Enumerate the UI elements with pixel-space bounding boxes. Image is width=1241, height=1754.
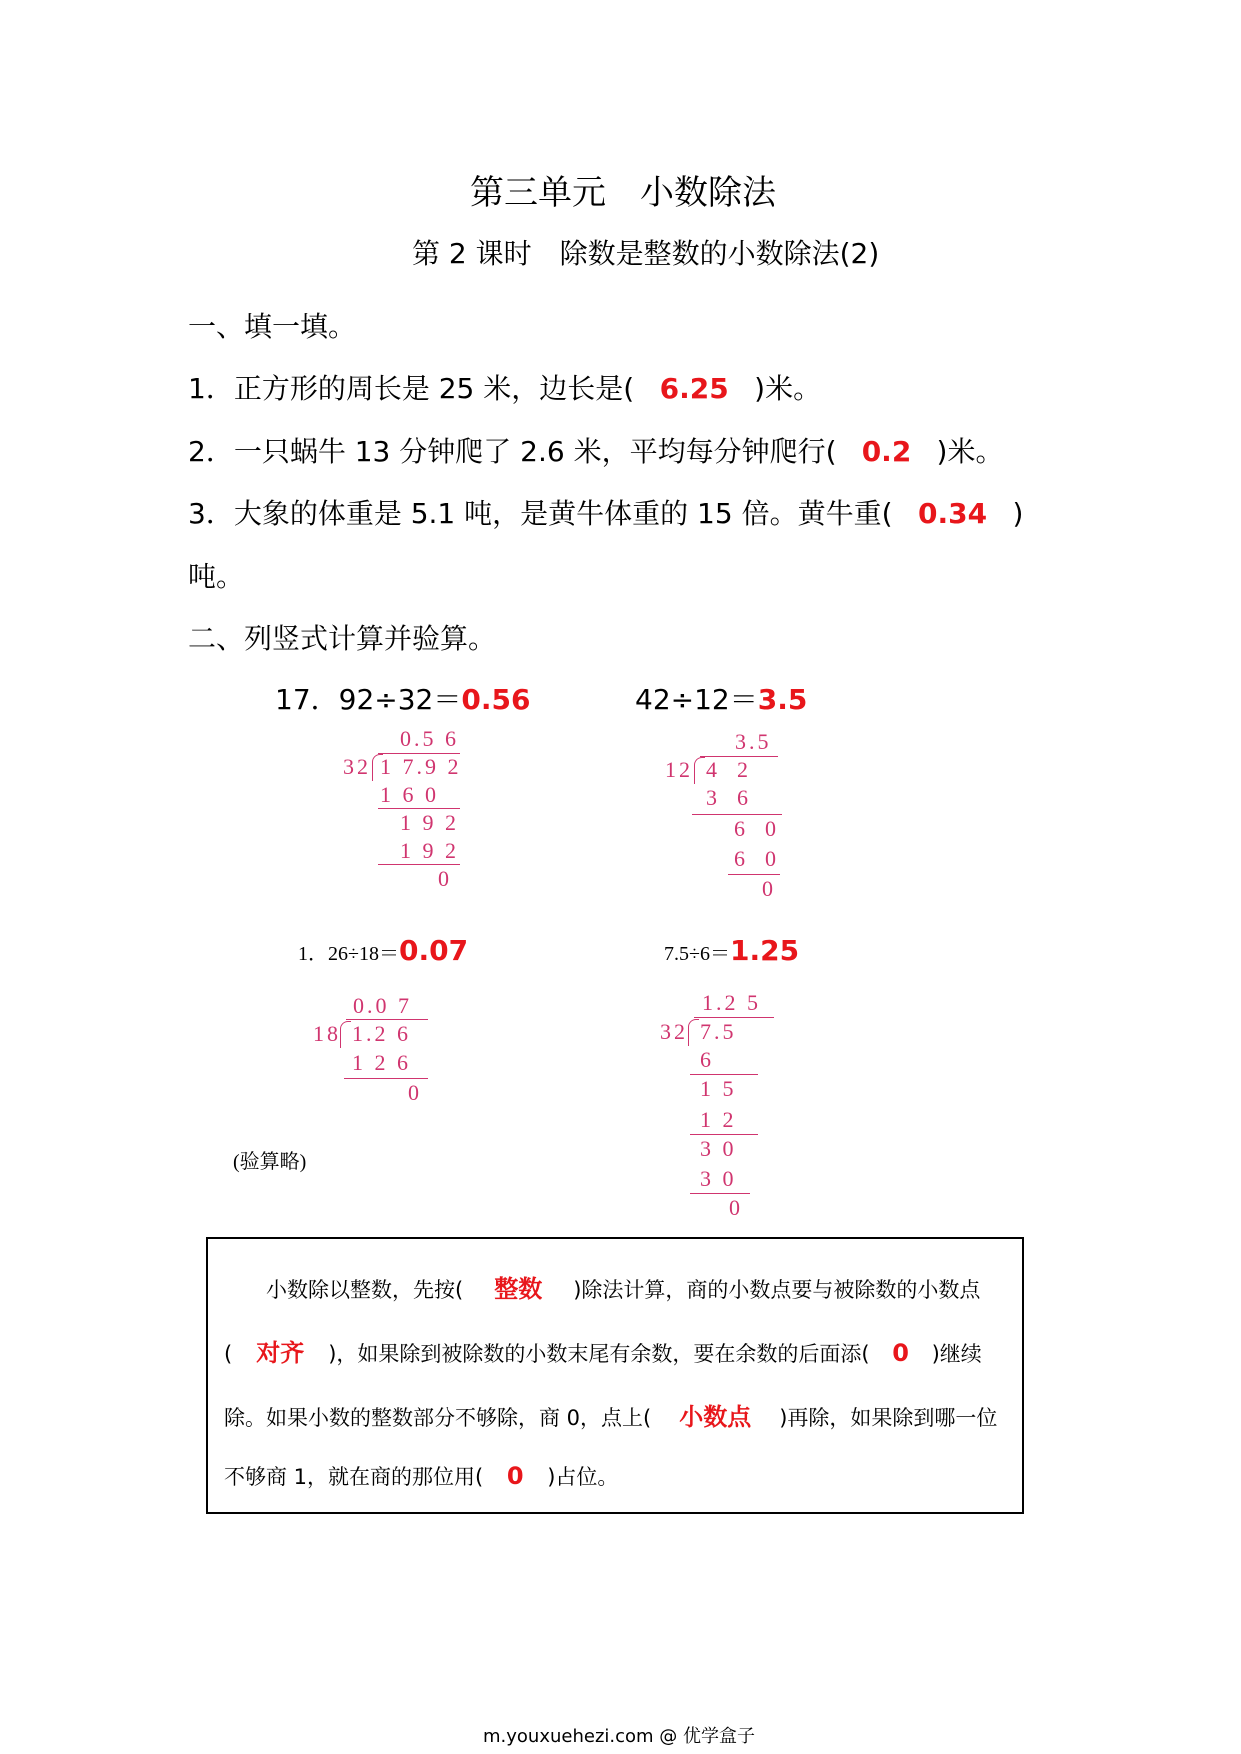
p4-line-3 bbox=[690, 1193, 750, 1194]
question-3-text: 3．大象的体重是 5.1 吨，是黄牛体重的 15 倍。黄牛重( bbox=[188, 497, 893, 530]
summary-answer-3: 0 bbox=[892, 1339, 909, 1367]
summary-text: 除。如果小数的整数部分不够除，商 0，点上( bbox=[224, 1406, 652, 1430]
page-subtitle: 第 2 课时 除数是整数的小数除法(2) bbox=[412, 237, 880, 270]
p4-row-1: 6 bbox=[700, 1047, 714, 1072]
summary-line-4 bbox=[224, 1461, 618, 1491]
problem-4-expression: 7.5÷6＝ bbox=[664, 943, 730, 965]
p4-quotient: 1.2 5 bbox=[702, 990, 761, 1015]
problem-2-equation bbox=[635, 678, 807, 718]
summary-text: ( bbox=[224, 1342, 233, 1366]
p4-dividend: 7.5 bbox=[700, 1019, 737, 1044]
question-2 bbox=[188, 430, 1003, 470]
p3-divisor: 18 bbox=[313, 1021, 341, 1046]
p2-divisor: 12 bbox=[665, 757, 693, 782]
problem-3-equation bbox=[298, 934, 468, 967]
p4-row-2: 1 5 bbox=[700, 1076, 737, 1101]
p1-divisor: 32 bbox=[343, 754, 371, 779]
problem-1-equation bbox=[275, 678, 530, 718]
summary-answer-5: 0 bbox=[506, 1462, 524, 1490]
p2-row-4: 0 bbox=[762, 876, 776, 901]
question-1 bbox=[188, 367, 821, 407]
problem-2-expression: 42÷12＝ bbox=[635, 683, 758, 716]
p1-quotient: 0.5 6 bbox=[400, 726, 459, 751]
summary-line-1 bbox=[266, 1269, 980, 1304]
p2-line-1 bbox=[692, 814, 782, 815]
p1-line-1 bbox=[378, 808, 460, 809]
p2-row-1: 3 6 bbox=[706, 785, 751, 810]
question-3-answer: 0.34 bbox=[917, 497, 988, 530]
summary-answer-4: 小数点 bbox=[679, 1403, 752, 1431]
p4-row-5: 3 0 bbox=[700, 1166, 737, 1191]
summary-answer-1: 整数 bbox=[494, 1275, 543, 1303]
section-2-heading: 二、列竖式计算并验算。 bbox=[188, 622, 497, 655]
question-1-tail: )米。 bbox=[754, 372, 822, 405]
summary-box bbox=[206, 1237, 1024, 1514]
p1-dividend: 1 7.9 2 bbox=[380, 754, 462, 779]
summary-text: )继续 bbox=[931, 1342, 982, 1366]
question-3 bbox=[188, 492, 1023, 532]
summary-text: )，如果除到被除数的小数末尾有余数，要在余数的后面添( bbox=[328, 1342, 870, 1366]
p3-quotient: 0.0 7 bbox=[353, 993, 412, 1018]
p3-dividend: 1.2 6 bbox=[352, 1021, 411, 1046]
problem-3-expression: 1．26÷18＝ bbox=[298, 943, 399, 965]
p2-row-2: 6 0 bbox=[734, 816, 779, 841]
summary-text: 小数除以整数，先按( bbox=[266, 1278, 464, 1302]
problem-1-answer: 0.56 bbox=[461, 683, 531, 716]
p4-line-1 bbox=[690, 1074, 758, 1075]
problem-4-equation bbox=[664, 934, 799, 967]
verification-note: (验算略) bbox=[233, 1151, 307, 1173]
p2-dividend: 4 2 bbox=[706, 757, 751, 782]
summary-line-2 bbox=[224, 1333, 982, 1368]
p2-line-2 bbox=[728, 874, 780, 875]
question-1-text: 1．正方形的周长是 25 米，边长是( bbox=[188, 372, 635, 405]
summary-line-3 bbox=[224, 1397, 997, 1432]
p4-row-6: 0 bbox=[729, 1195, 743, 1220]
summary-answer-2: 对齐 bbox=[256, 1339, 305, 1367]
page-title: 第三单元 小数除法 bbox=[470, 173, 776, 213]
problem-3-answer: 0.07 bbox=[398, 934, 469, 967]
question-2-tail: )米。 bbox=[936, 435, 1004, 468]
p2-row-3: 6 0 bbox=[734, 846, 779, 871]
problem-2-answer: 3.5 bbox=[757, 683, 808, 716]
question-1-answer: 6.25 bbox=[659, 372, 729, 405]
p4-bracket bbox=[688, 1019, 699, 1046]
question-3-continued: 吨。 bbox=[188, 560, 245, 593]
p1-row-3: 1 9 2 bbox=[400, 838, 459, 863]
question-2-text: 2．一只蜗牛 13 分钟爬了 2.6 米，平均每分钟爬行( bbox=[188, 435, 837, 468]
section-1-heading: 一、填一填。 bbox=[188, 310, 357, 343]
p2-bracket bbox=[694, 757, 705, 784]
p3-row-2: 0 bbox=[408, 1080, 422, 1105]
p3-bracket bbox=[340, 1021, 351, 1048]
question-2-answer: 0.2 bbox=[861, 435, 912, 468]
p4-row-4: 3 0 bbox=[700, 1136, 737, 1161]
summary-text: )除法计算，商的小数点要与被除数的小数点 bbox=[573, 1278, 981, 1302]
p2-quotient: 3.5 bbox=[735, 729, 772, 754]
p3-top-line bbox=[346, 1019, 428, 1020]
p4-row-3: 1 2 bbox=[700, 1107, 737, 1132]
summary-text: 不够商 1，就在商的那位用( bbox=[224, 1465, 484, 1489]
p1-row-1: 1 6 0 bbox=[380, 782, 439, 807]
question-3-tail: ) bbox=[1012, 497, 1024, 530]
p1-row-2: 1 9 2 bbox=[400, 810, 459, 835]
problem-1-expression: 17．92÷32＝ bbox=[275, 683, 462, 716]
summary-text: )占位。 bbox=[547, 1465, 619, 1489]
p4-divisor: 32 bbox=[660, 1019, 688, 1044]
problem-4-answer: 1.25 bbox=[729, 934, 800, 967]
p1-line-2 bbox=[378, 864, 460, 865]
p4-top-line bbox=[694, 1017, 774, 1018]
p3-row-1: 1 2 6 bbox=[352, 1050, 411, 1075]
footer-watermark: m.youxuehezi.com @ 优学盒子 bbox=[483, 1726, 756, 1747]
p3-line-1 bbox=[344, 1078, 428, 1079]
p4-line-2 bbox=[690, 1134, 758, 1135]
p1-row-4: 0 bbox=[438, 866, 452, 891]
summary-text: )再除，如果除到哪一位 bbox=[779, 1406, 998, 1430]
